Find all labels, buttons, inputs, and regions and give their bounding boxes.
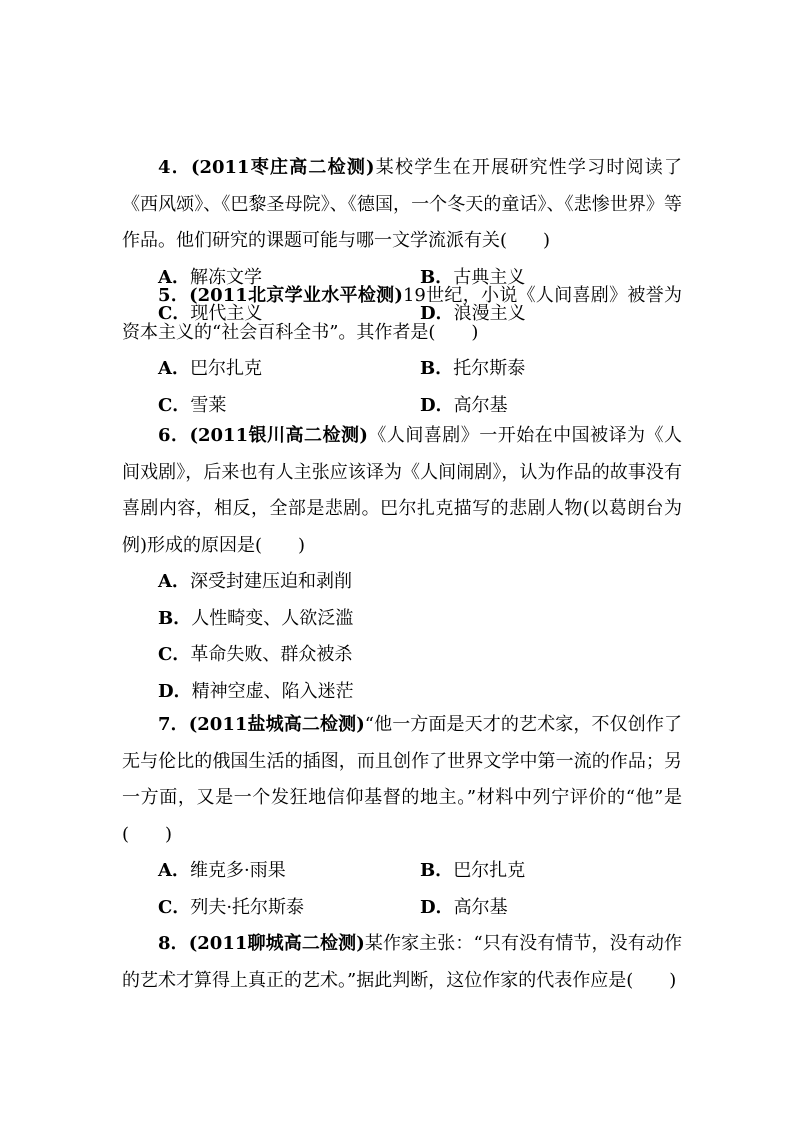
question-6-options — [122, 564, 682, 710]
option-label: D． — [420, 896, 454, 918]
option-b — [158, 601, 682, 638]
question-6 — [122, 418, 682, 710]
option-label: C． — [158, 303, 191, 324]
option-label: B． — [158, 607, 192, 629]
question-text: 《人间喜剧》一开始在中国被译为《人间戏剧》，后来也有人主张应该译为《人间闹剧》，认为作品的故事没有喜剧内容，相反，全部是悲剧。巴尔扎克描写的悲剧人物(以葛朗台为例)形成的原因是( ) — [122, 425, 682, 556]
option-label: A． — [158, 571, 190, 592]
option-label: C． — [158, 644, 191, 665]
option-row — [158, 890, 682, 927]
option-c — [158, 637, 682, 674]
option-label: D． — [158, 680, 192, 702]
option-label: B． — [420, 358, 454, 379]
option-b — [420, 853, 682, 890]
option-label: C． — [158, 896, 191, 918]
option-label: D． — [420, 303, 454, 324]
option-label: B． — [420, 860, 454, 881]
option-text: 古典主义 — [453, 266, 526, 288]
option-row — [158, 853, 682, 890]
option-c — [158, 890, 420, 927]
option-text: 精神空虚、陷入迷茫 — [191, 680, 354, 702]
option-a — [158, 564, 682, 601]
question-number: 4． — [158, 157, 191, 178]
option-text: 巴尔扎克 — [189, 358, 262, 379]
option-text: 列夫·托尔斯泰 — [190, 896, 305, 918]
option-label: A． — [158, 358, 190, 379]
option-b — [420, 351, 682, 388]
question-number: 7． — [158, 714, 189, 735]
question-source: (2011盐城高二检测) — [188, 714, 365, 735]
option-d — [420, 890, 682, 927]
question-7-stem — [122, 707, 682, 853]
question-source: (2011聊城高二检测) — [188, 933, 365, 954]
option-label: D． — [420, 394, 454, 416]
option-text: 高尔基 — [453, 394, 508, 416]
option-text: 现代主义 — [190, 303, 263, 324]
question-text: 19世纪，小说《人间喜剧》被誉为资本主义的“社会百科全书”。其作者是( ) — [122, 285, 682, 343]
question-text: 某作家主张：“只有没有情节，没有动作的艺术才算得上真正的艺术。”据此判断，这位作家的代表作应是( ) — [122, 933, 683, 991]
question-source: (2011北京学业水平检测) — [189, 285, 403, 306]
question-4-stem — [122, 150, 682, 260]
option-text: 雪莱 — [190, 394, 227, 416]
option-text: 高尔基 — [453, 896, 508, 918]
option-d — [158, 674, 682, 711]
option-row — [158, 351, 682, 388]
question-5-options — [122, 351, 682, 424]
question-7 — [122, 707, 682, 926]
question-source: (2011枣庄高二检测) — [190, 157, 375, 178]
option-text: 维克多·雨果 — [189, 860, 286, 881]
question-text: “他一方面是天才的艺术家，不仅创作了无与伦比的俄国生活的插图，而且创作了世界文学中第一流的作品；另一方面，又是一个发狂地信仰基督的地主。”材料中列宁评价的“他”是( ) — [122, 714, 682, 845]
question-8 — [122, 926, 682, 999]
question-number: 5． — [158, 285, 190, 306]
question-8-stem — [122, 926, 682, 999]
question-text: 某校学生在开展研究性学习时阅读了《西风颂》、《巴黎圣母院》、《德国，一个冬天的童话》、《悲惨世界》等作品。他们研究的课题可能与哪一文学流派有关( ) — [122, 157, 682, 251]
option-text: 人性畸变、人欲泛滥 — [191, 607, 354, 629]
option-label: C． — [158, 394, 191, 416]
question-source: (2011银川高二检测) — [189, 425, 368, 446]
option-label: B． — [420, 266, 454, 288]
option-text: 浪漫主义 — [453, 303, 526, 324]
option-text: 解冻文学 — [189, 266, 262, 288]
option-text: 托尔斯泰 — [453, 358, 526, 379]
question-number: 8． — [158, 933, 189, 954]
option-text: 巴尔扎克 — [453, 860, 526, 881]
option-text: 深受封建压迫和剥削 — [189, 571, 352, 592]
question-6-stem — [122, 418, 682, 564]
option-a — [158, 853, 420, 890]
question-5 — [122, 278, 682, 424]
option-text: 革命失败、群众被杀 — [190, 644, 353, 665]
option-label: A． — [158, 860, 190, 881]
option-label: A． — [158, 266, 190, 288]
question-number: 6． — [158, 425, 190, 446]
question-7-options — [122, 853, 682, 926]
option-a — [158, 351, 420, 388]
question-5-stem — [122, 278, 682, 351]
